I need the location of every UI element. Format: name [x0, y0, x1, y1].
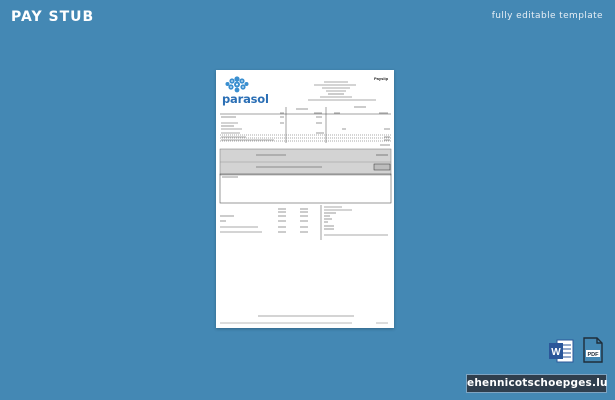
payslip-document — [216, 70, 394, 328]
website-badge[interactable]: ehennicotschoepges.lu — [466, 374, 607, 393]
parasol-logo-text: parasol — [222, 92, 269, 106]
svg-text:W: W — [551, 347, 561, 358]
page-title: PAY STUB — [11, 9, 95, 25]
payslip-fine-print — [216, 70, 394, 328]
pdf-document-icon[interactable] — [582, 337, 604, 363]
payslip-heading: Payslip — [374, 76, 389, 81]
page-subtitle: fully editable template — [491, 11, 603, 21]
svg-text:PDF: PDF — [587, 352, 599, 358]
word-document-icon[interactable] — [548, 339, 574, 363]
